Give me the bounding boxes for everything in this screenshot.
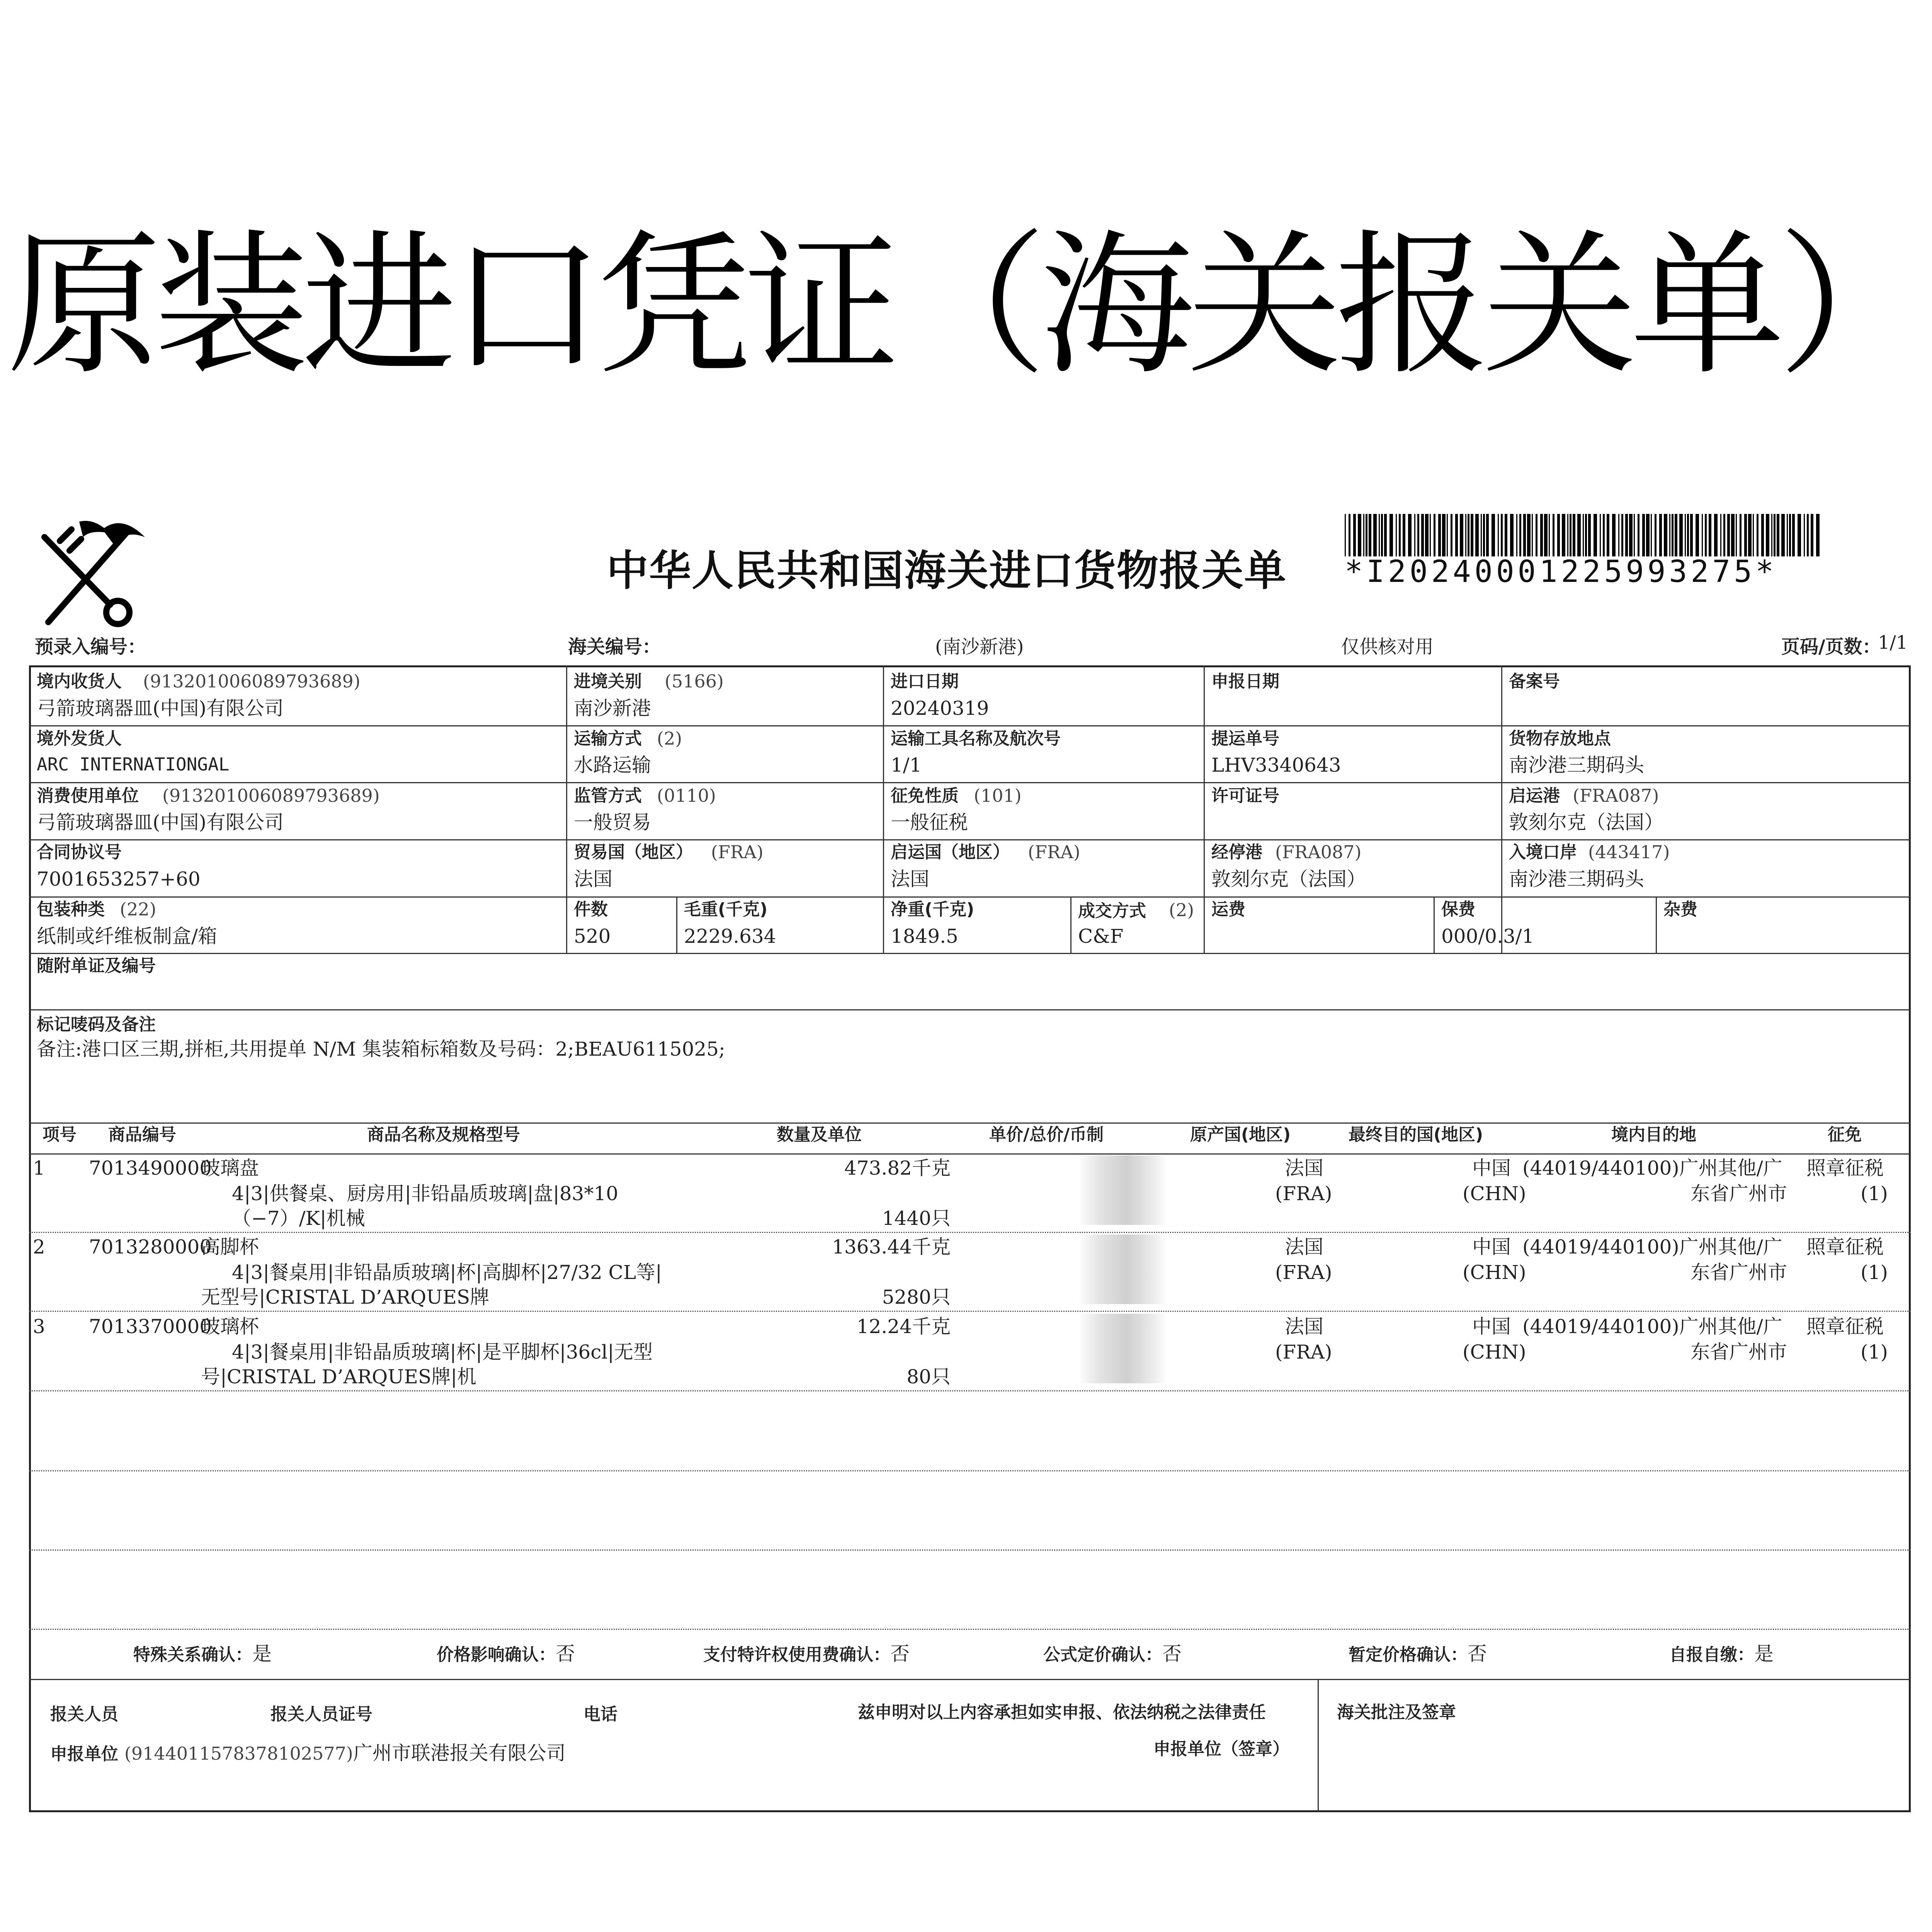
goods-header-price: 单价/总价/币制 <box>989 1125 1104 1145</box>
shipper-value: ARC INTERNATIONGAL <box>37 754 230 775</box>
goods-item-1-spec2: （−7）/K|机械 <box>232 1207 365 1230</box>
license-label: 许可证号 <box>1211 786 1279 806</box>
transport-value: 水路运输 <box>574 754 651 776</box>
price-impact-value: 否 <box>556 1643 575 1665</box>
net-value: 1849.5 <box>891 925 958 947</box>
freight-label: 运费 <box>1211 900 1245 919</box>
insurance-label: 保费 <box>1441 900 1475 919</box>
vessel-value: 1/1 <box>891 754 922 776</box>
import-date-value: 20240319 <box>891 697 989 719</box>
goods-item-2-exempt2: (1) <box>1861 1261 1888 1284</box>
goods-item-3-hs: 7013370000 <box>89 1315 212 1338</box>
port-note: (南沙新港) <box>935 636 1024 658</box>
price-impact-label: 价格影响确认： <box>437 1645 556 1665</box>
goods-header-name: 商品名称及规格型号 <box>367 1125 520 1145</box>
bl-label: 提运单号 <box>1211 729 1279 748</box>
origin-country-value: 法国 <box>891 868 929 890</box>
goods-item-1-domestic1: (44019/440100)广州其他/广 <box>1522 1157 1782 1179</box>
royalty-value: 否 <box>890 1643 910 1665</box>
marks-label: 标记唛码及备注 <box>37 1015 156 1034</box>
insurance-value: 000/0.3/1 <box>1441 925 1534 947</box>
transit-value: 敦刻尔克（法国） <box>1211 868 1366 890</box>
goods-item-2-dest: 中国 <box>1472 1236 1511 1258</box>
gross-value: 2229.634 <box>684 925 776 947</box>
goods-header-exempt: 征免 <box>1828 1125 1862 1145</box>
import-date-label: 进口日期 <box>891 672 959 691</box>
goods-item-2-hs: 7013280000 <box>89 1236 212 1258</box>
check-note: 仅供核对用 <box>1341 636 1434 658</box>
goods-header-domestic: 境内目的地 <box>1611 1125 1696 1145</box>
consumer-label: 消费使用单位 <box>37 786 139 806</box>
contract-value: 7001653257+60 <box>37 868 201 890</box>
deal-label: 成交方式 <box>1078 901 1146 921</box>
trade-country-value: 法国 <box>574 868 612 890</box>
goods-item-1-qty1: 473.82千克 <box>844 1157 951 1179</box>
vessel-label: 运输工具名称及航次号 <box>891 729 1061 748</box>
goods-item-1-dest-code: (CHN) <box>1463 1182 1526 1205</box>
provisional-price-label: 暂定价格确认： <box>1349 1645 1468 1665</box>
customs-code: (5166) <box>665 671 724 692</box>
deal-code: (2) <box>1169 900 1194 920</box>
page-value: 1/1 <box>1878 632 1908 653</box>
transport-code: (2) <box>657 728 682 749</box>
bl-value: LHV3340643 <box>1211 754 1341 776</box>
pre-entry-label: 预录入编号： <box>35 636 146 658</box>
gross-label: 毛重(千克) <box>684 900 768 919</box>
goods-header-hs: 商品编号 <box>108 1125 176 1145</box>
seal-label: 申报单位（签章） <box>1153 1739 1289 1759</box>
docs-label: 随附单证及编号 <box>37 956 156 976</box>
goods-item-2-domestic1: (44019/440100)广州其他/广 <box>1522 1236 1782 1258</box>
goods-item-3-origin-code: (FRA) <box>1275 1341 1332 1363</box>
formula-price-label: 公式定价确认： <box>1043 1645 1162 1665</box>
phone-label: 电话 <box>583 1704 617 1724</box>
consumer-code: (913201006089793689) <box>162 785 380 806</box>
customs-label: 进境关别 <box>574 672 642 691</box>
consumer-value: 弓箭玻璃器皿(中国)有限公司 <box>37 811 284 833</box>
trade-country-label: 贸易国（地区） <box>574 842 693 862</box>
entry-port-code: (443417) <box>1588 842 1670 862</box>
goods-item-1-origin: 法国 <box>1285 1157 1323 1179</box>
goods-item-2-qty2: 5280只 <box>882 1286 951 1308</box>
deal-value: C&F <box>1078 925 1124 947</box>
goods-header-qty: 数量及单位 <box>777 1125 862 1145</box>
goods-item-2-domestic2: 东省广州市 <box>1690 1261 1787 1284</box>
pieces-label: 件数 <box>574 900 608 919</box>
goods-item-1-no: 1 <box>33 1157 45 1179</box>
record-no-label: 备案号 <box>1509 672 1560 691</box>
supervision-value: 一般贸易 <box>574 811 651 833</box>
origin-country-label: 启运国（地区） <box>891 842 1010 862</box>
customs-emblem-icon <box>33 514 149 630</box>
supervision-label: 监管方式 <box>574 786 642 806</box>
goods-item-3-exempt2: (1) <box>1861 1341 1888 1363</box>
provisional-price-value: 否 <box>1468 1643 1487 1665</box>
shipper-label: 境外发货人 <box>37 729 122 748</box>
contract-label: 合同协议号 <box>37 842 122 862</box>
storage-value: 南沙港三期码头 <box>1509 754 1644 776</box>
page-banner-title: 原装进口凭证（海关报关单） <box>7 216 1925 396</box>
levy-code: (101) <box>974 785 1022 806</box>
declare-unit-value: 广州市联港报关有限公司 <box>353 1742 566 1764</box>
supervision-code: (0110) <box>657 785 716 806</box>
goods-item-3-dest: 中国 <box>1472 1315 1511 1338</box>
goods-item-1-exempt2: (1) <box>1861 1182 1888 1205</box>
goods-item-2-name: 高脚杯 <box>201 1236 259 1258</box>
barcode-icon <box>1345 514 1820 556</box>
goods-item-2-exempt1: 照章征税 <box>1806 1236 1884 1258</box>
goods-item-2-origin-code: (FRA) <box>1275 1261 1332 1284</box>
pack-value: 纸制或纤维板制盒/箱 <box>37 925 217 947</box>
goods-item-2-no: 2 <box>33 1236 45 1258</box>
entry-port-value: 南沙港三期码头 <box>1509 868 1644 890</box>
dep-port-label: 启运港 <box>1509 786 1560 806</box>
goods-header-no: 项号 <box>43 1125 77 1145</box>
goods-header-origin: 原产国(地区) <box>1190 1125 1291 1145</box>
transit-code: (FRA087) <box>1275 842 1362 862</box>
goods-item-1-spec1: 4|3|供餐桌、厨房用|非铅晶质玻璃|盘|83*10 <box>232 1182 619 1205</box>
self-pay-value: 是 <box>1754 1643 1774 1665</box>
consignee-label: 境内收货人 <box>37 672 122 691</box>
storage-label: 货物存放地点 <box>1509 729 1611 748</box>
transport-label: 运输方式 <box>574 729 642 748</box>
document-title: 中华人民共和国海关进口货物报关单 <box>607 547 1287 595</box>
dep-port-code: (FRA087) <box>1573 785 1659 806</box>
levy-label: 征免性质 <box>891 786 959 806</box>
marks-text: 备注:港口区三期,拼柜,共用提单 N/M 集装箱标箱数及号码：2;BEAU6115025; <box>37 1038 725 1060</box>
goods-item-3-domestic1: (44019/440100)广州其他/广 <box>1522 1315 1782 1338</box>
dep-port-value: 敦刻尔克（法国） <box>1509 811 1663 833</box>
goods-item-3-spec2: 号|CRISTAL D’ARQUES牌|机 <box>201 1366 477 1388</box>
declare-unit-label: 申报单位 <box>50 1744 118 1764</box>
self-pay-label: 自报自缴： <box>1669 1645 1754 1665</box>
declare-unit-code: (9144011578378102577) <box>124 1743 353 1764</box>
royalty-label: 支付特许权使用费确认： <box>703 1645 890 1665</box>
goods-item-1-name: 玻璃盘 <box>201 1157 259 1179</box>
misc-label: 杂费 <box>1663 900 1697 919</box>
goods-item-2-dest-code: (CHN) <box>1463 1261 1526 1284</box>
redacted-price-1 <box>1078 1155 1167 1225</box>
goods-item-3-domestic2: 东省广州市 <box>1690 1341 1787 1363</box>
goods-item-3-spec1: 4|3|餐桌用|非铅晶质玻璃|杯|是平脚杯|36cl|无型 <box>232 1341 653 1363</box>
goods-item-3-name: 玻璃杯 <box>201 1315 259 1338</box>
trade-country-code: (FRA) <box>711 842 764 862</box>
barcode-number: *I20240001225993275* <box>1345 554 1777 589</box>
redacted-price-2 <box>1078 1235 1167 1304</box>
customs-approval-label: 海关批注及签章 <box>1337 1702 1456 1722</box>
goods-item-1-domestic2: 东省广州市 <box>1690 1182 1787 1205</box>
entry-port-label: 入境口岸 <box>1509 842 1577 862</box>
levy-value: 一般征税 <box>891 811 968 833</box>
goods-item-1-exempt1: 照章征税 <box>1806 1157 1884 1179</box>
pack-label: 包装种类 <box>37 900 105 919</box>
pack-code: (22) <box>120 899 156 920</box>
origin-country-code: (FRA) <box>1028 842 1080 862</box>
pieces-value: 520 <box>574 925 611 947</box>
redacted-price-3 <box>1078 1314 1167 1383</box>
special-relation-value: 是 <box>252 1643 272 1665</box>
consignee-code: (913201006089793689) <box>143 671 361 692</box>
goods-item-1-hs: 7013490000 <box>89 1157 212 1179</box>
special-relation-label: 特殊关系确认： <box>133 1645 252 1665</box>
goods-item-3-exempt1: 照章征税 <box>1806 1315 1884 1338</box>
goods-item-1-dest: 中国 <box>1472 1157 1511 1179</box>
declarant-cert-label: 报关人员证号 <box>270 1704 372 1724</box>
goods-header-dest: 最终目的国(地区) <box>1349 1125 1483 1145</box>
goods-item-1-origin-code: (FRA) <box>1275 1182 1332 1205</box>
goods-item-3-no: 3 <box>33 1315 45 1338</box>
goods-item-2-spec2: 无型号|CRISTAL D’ARQUES牌 <box>201 1286 490 1308</box>
declarant-label: 报关人员 <box>50 1704 118 1724</box>
goods-item-3-qty1: 12.24千克 <box>856 1315 951 1338</box>
transit-label: 经停港 <box>1211 842 1262 862</box>
goods-item-3-dest-code: (CHN) <box>1463 1341 1526 1363</box>
declare-date-label: 申报日期 <box>1211 672 1279 691</box>
formula-price-value: 否 <box>1162 1643 1182 1665</box>
page-label: 页码/页数： <box>1781 636 1881 658</box>
goods-item-2-spec1: 4|3|餐桌用|非铅晶质玻璃|杯|高脚杯|27/32 CL等| <box>232 1261 662 1284</box>
goods-item-3-qty2: 80只 <box>906 1366 951 1388</box>
legal-statement: 兹申明对以上内容承担如实申报、依法纳税之法律责任 <box>858 1702 1266 1722</box>
customs-no-label: 海关编号： <box>568 636 661 658</box>
goods-item-2-origin: 法国 <box>1285 1236 1323 1258</box>
goods-item-3-origin: 法国 <box>1285 1315 1323 1338</box>
net-label: 净重(千克) <box>891 900 975 919</box>
goods-item-1-qty2: 1440只 <box>882 1207 951 1230</box>
customs-value: 南沙新港 <box>574 697 651 719</box>
goods-item-2-qty1: 1363.44千克 <box>832 1236 951 1258</box>
consignee-value: 弓箭玻璃器皿(中国)有限公司 <box>37 697 284 719</box>
